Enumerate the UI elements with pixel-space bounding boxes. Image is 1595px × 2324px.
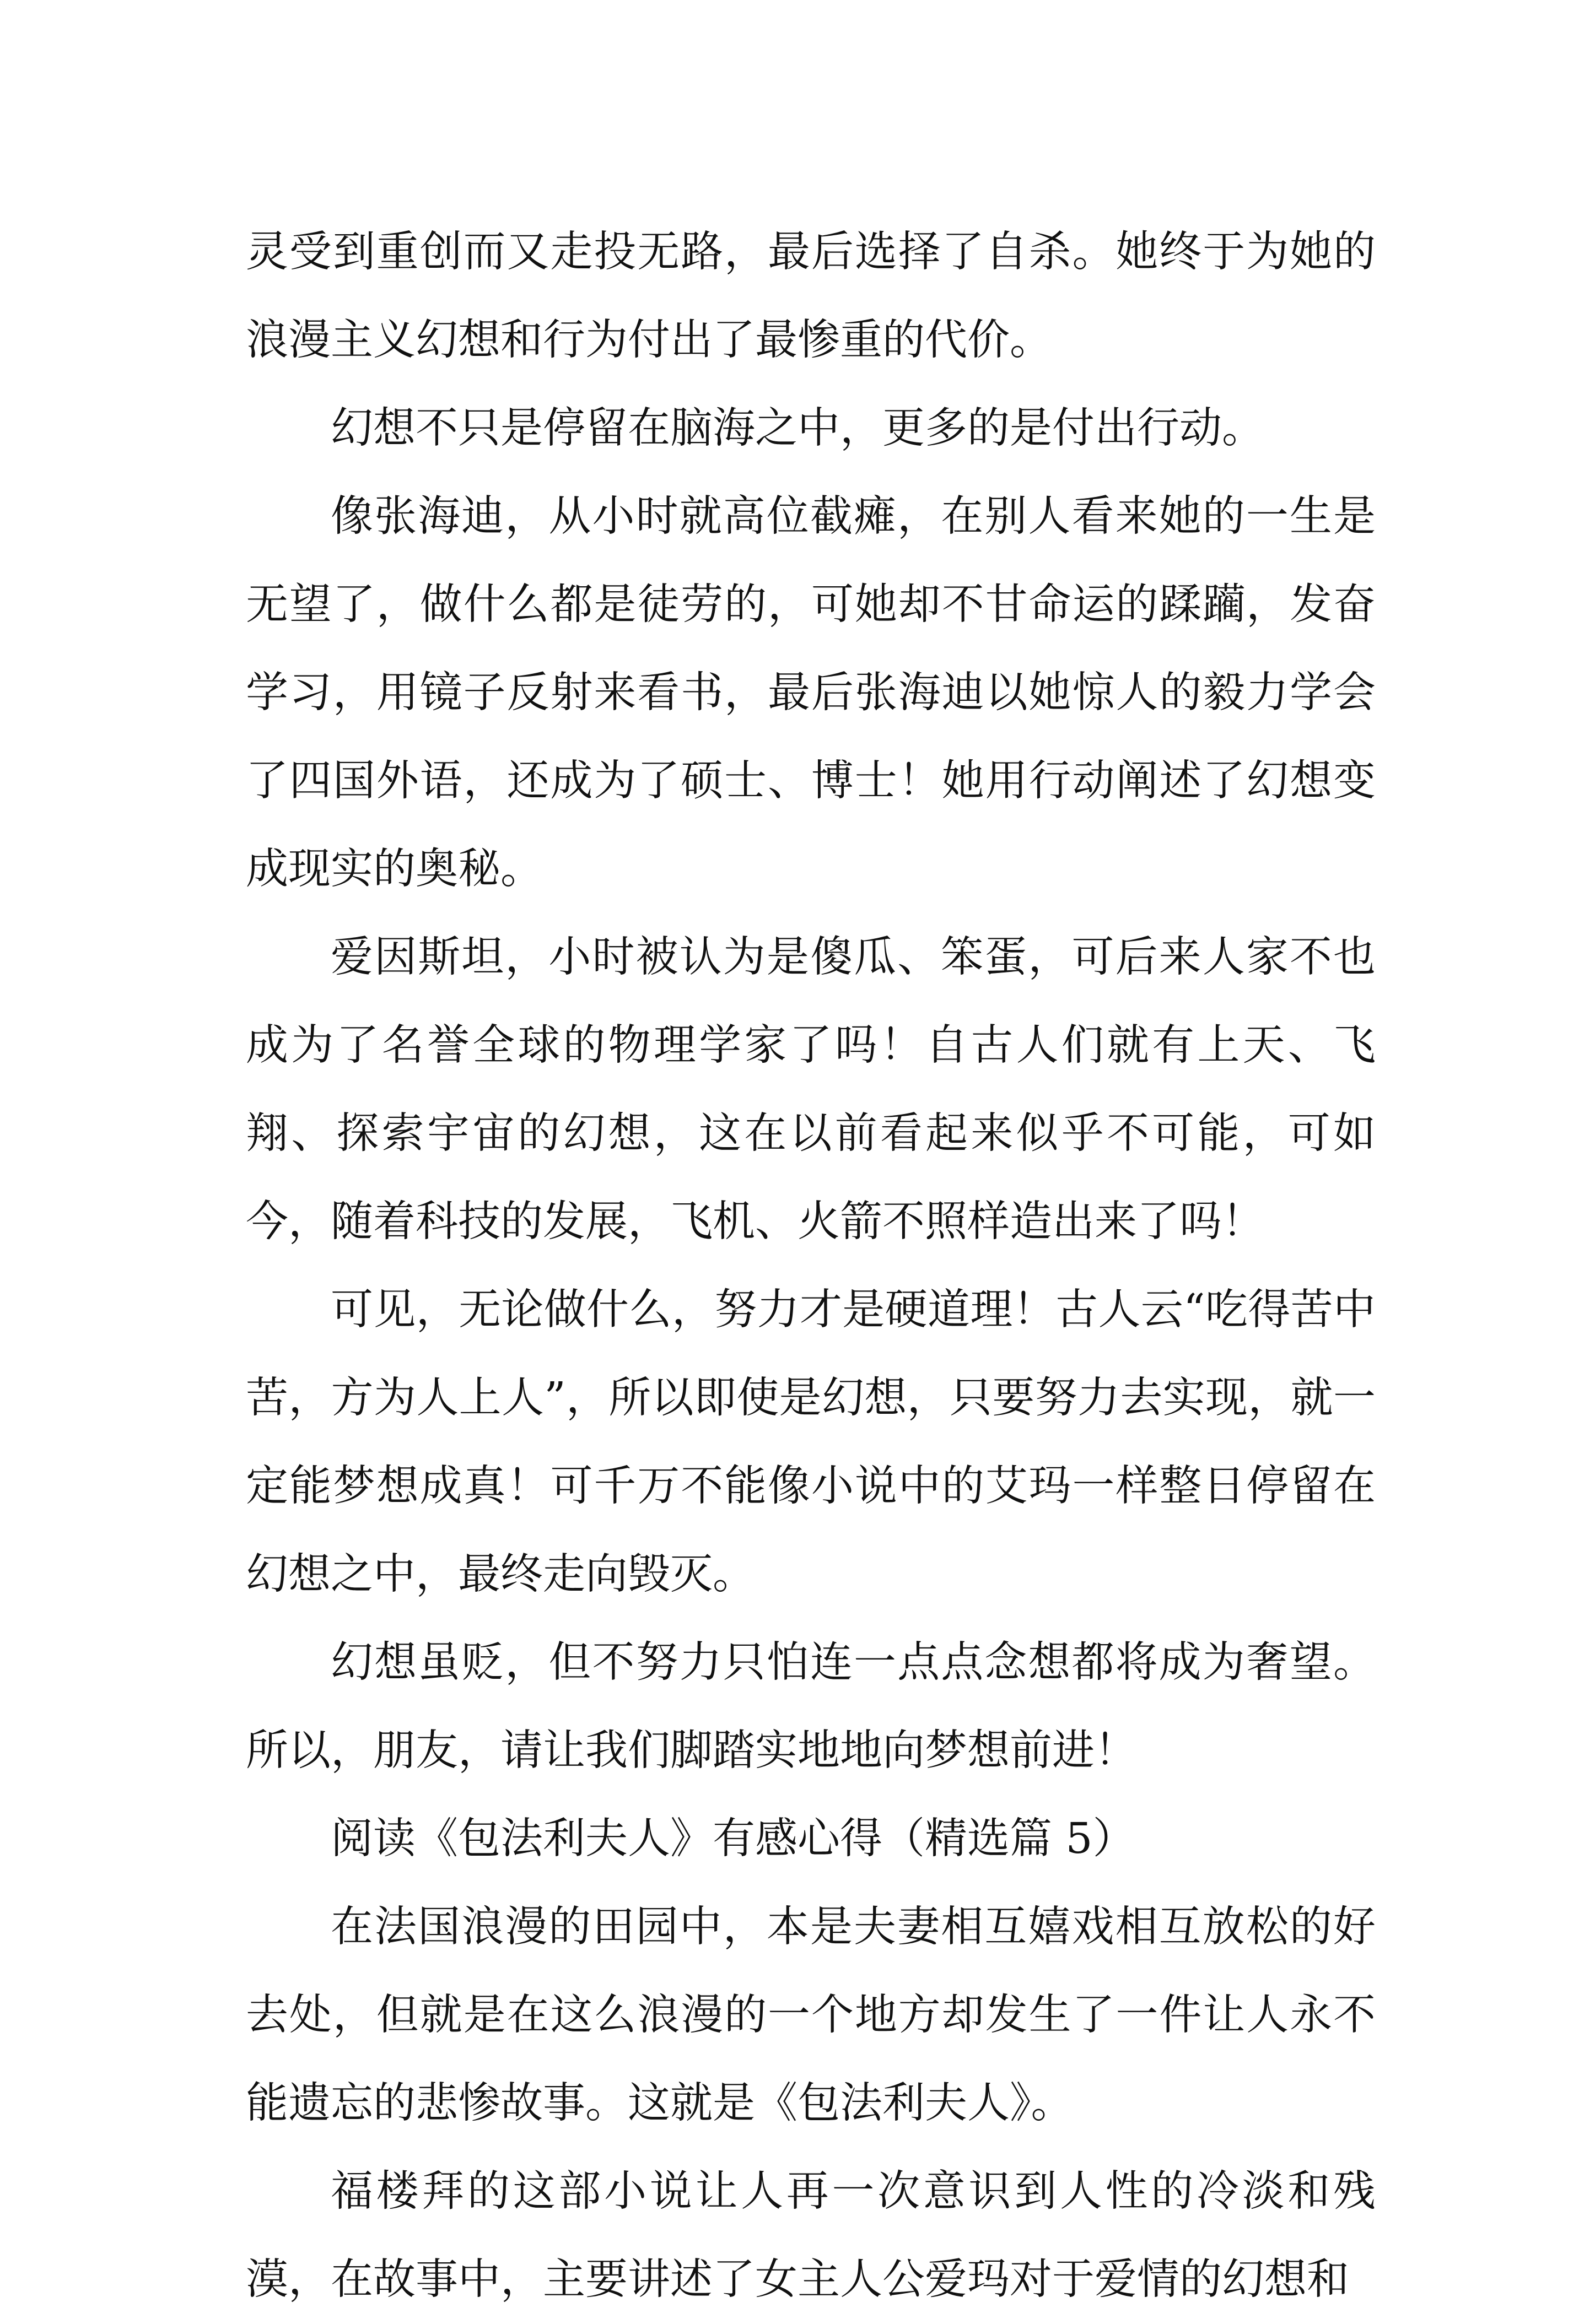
paragraph: 爱因斯坦，小时被认为是傻瓜、笨蛋，可后来人家不也成为了名誉全球的物理学家了吗！自古人们就有上天、飞翔、探索宇宙的幻想，这在以前看起来似乎不可能，可如今，随着科技的发展，飞机、火箭不照样造出来了吗！ [246,933,1376,1246]
document-body [246,208,1376,2324]
paragraph: 幻想虽贬，但不努力只怕连一点点念想都将成为奢望。所以，朋友，请让我们脚踏实地地向梦想前进！ [246,1638,1376,1775]
paragraph: 福楼拜的这部小说让人再一次意识到人性的冷淡和残漠，在故事中，主要讲述了女主人公爱玛对于爱情的幻想和 [246,2167,1376,2304]
paragraph: 像张海迪，从小时就高位截瘫，在别人看来她的一生是无望了，做什么都是徒劳的，可她却不甘命运的蹂躏，发奋学习，用镜子反射来看书，最后张海迪以她惊人的毅力学会了四国外语，还成为了硕士、博士！她用行动阐述了幻想变成现实的奥秘。 [246,492,1376,894]
paragraph: 在法国浪漫的田园中，本是夫妻相互嬉戏相互放松的好去处，但就是在这么浪漫的一个地方却发生了一件让人永不能遗忘的悲惨故事。这就是《包法利夫人》。 [246,1903,1376,2128]
section-heading: 阅读《包法利夫人》有感心得（精选篇 5） [331,1814,1135,1863]
paragraph: 幻想不只是停留在脑海之中，更多的是付出行动。 [331,404,1264,453]
paragraph: 灵受到重创而又走投无路，最后选择了自杀。她终于为她的浪漫主义幻想和行为付出了最惨重的代价。 [246,228,1376,365]
paragraph: 可见，无论做什么，努力才是硬道理！古人云“吃得苦中苦，方为人上人”，所以即使是幻想，只要努力去实现，就一定能梦想成真！可千万不能像小说中的艾玛一样整日停留在幻想之中，最终走向毁灭。 [246,1285,1376,1599]
